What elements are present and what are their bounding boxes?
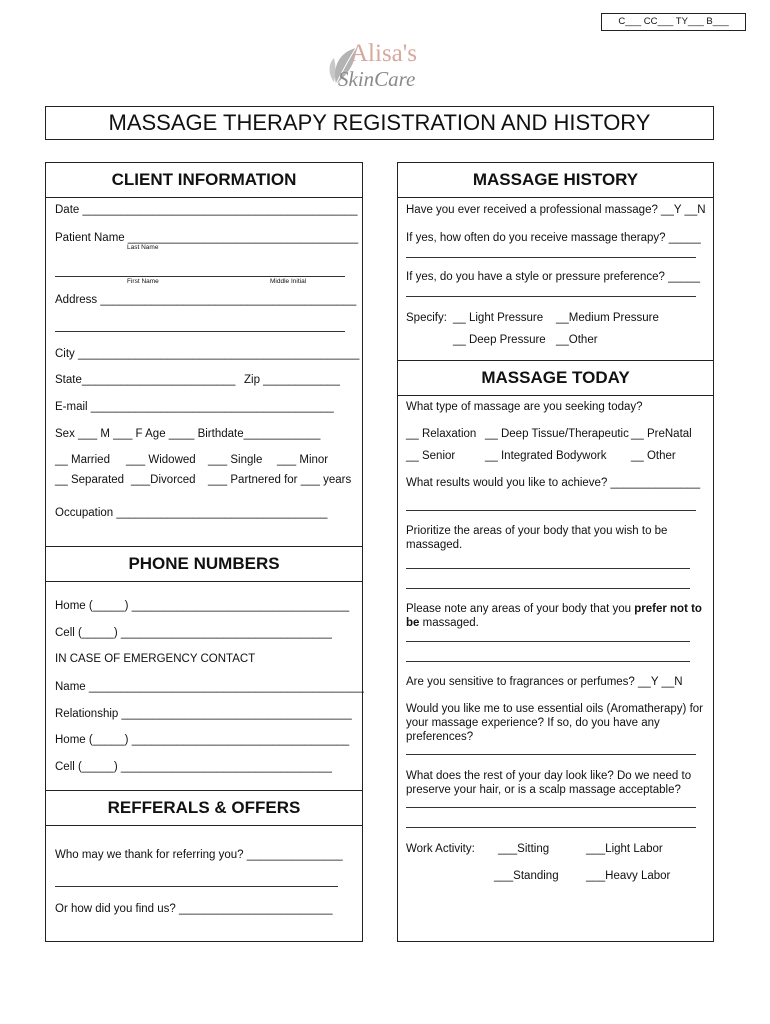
style-preference-line[interactable] xyxy=(406,296,696,297)
email-field[interactable]: E-mail ______________________________________ xyxy=(55,401,334,413)
standing-option[interactable]: ___Standing xyxy=(494,870,559,882)
q-prefer-not: Please note any areas of your body that you prefer not to be massaged. xyxy=(406,603,702,629)
prioritize-line-1[interactable] xyxy=(406,568,690,569)
q-received-massage[interactable]: Have you ever received a professional massage? __Y __N xyxy=(406,204,706,216)
state-field[interactable]: State________________________ xyxy=(55,374,236,386)
address-field[interactable]: Address ________________________________________ xyxy=(55,294,357,306)
prefer-not-line-1[interactable] xyxy=(406,641,690,642)
results-line[interactable] xyxy=(406,510,696,511)
q-rest-of-day: What does the rest of your day look like? Do we need to preserve your hair, or is a scalp massage acceptable? xyxy=(406,770,692,796)
q-massage-type: What type of massage are you seeking today? xyxy=(406,401,643,413)
senior-option[interactable]: __ Senior xyxy=(406,450,456,462)
referrals-heading: REFFERALS & OFFERS xyxy=(45,790,363,826)
home-phone-field[interactable]: Home (_____) __________________________________ xyxy=(55,600,350,612)
history-heading: MASSAGE HISTORY xyxy=(397,162,714,198)
q-essential-oils: Would you like me to use essential oils (Aromatherapy) for your massage experience? If so, do you have any preferences? xyxy=(406,703,704,743)
office-code-box: C___ CC___ TY___ B___ xyxy=(601,13,746,31)
work-activity-label: Work Activity: xyxy=(406,843,475,855)
q-results[interactable]: What results would you like to achieve? ______________ xyxy=(406,477,701,489)
deep-tissue-option[interactable]: __ Deep Tissue/Therapeutic xyxy=(485,428,629,440)
other-pressure-option[interactable]: __Other xyxy=(556,334,598,346)
emergency-cell-field[interactable]: Cell (_____) _________________________________ xyxy=(55,761,332,773)
light-pressure-option[interactable]: __ Light Pressure xyxy=(453,312,544,324)
first-name-label: First Name xyxy=(127,278,159,285)
logo-line2: SkinCare xyxy=(338,67,416,91)
sitting-option[interactable]: ___Sitting xyxy=(498,843,550,855)
divorced-option[interactable]: ___Divorced xyxy=(131,474,196,486)
separated-option[interactable]: __ Separated xyxy=(55,474,125,486)
cell-phone-field[interactable]: Cell (_____) _________________________________ xyxy=(55,627,332,639)
oils-line[interactable] xyxy=(406,754,696,755)
first-name-line[interactable] xyxy=(55,276,345,277)
partnered-option[interactable]: ___ Partnered for ___ years xyxy=(208,474,352,486)
last-name-label: Last Name xyxy=(127,244,159,251)
married-option[interactable]: __ Married xyxy=(55,454,110,466)
rest-of-day-line-1[interactable] xyxy=(406,807,696,808)
find-us-field[interactable]: Or how did you find us? ________________________ xyxy=(55,903,333,915)
q-fragrance[interactable]: Are you sensitive to fragrances or perfumes? __Y __N xyxy=(406,676,683,688)
occupation-field[interactable]: Occupation _________________________________ xyxy=(55,507,328,519)
heavy-labor-option[interactable]: ___Heavy Labor xyxy=(586,870,671,882)
light-labor-option[interactable]: ___Light Labor xyxy=(586,843,663,855)
emergency-name-field[interactable]: Name ___________________________________________ xyxy=(55,681,364,693)
date-field[interactable]: Date ___________________________________________ xyxy=(55,204,358,216)
emergency-contact-label: IN CASE OF EMERGENCY CONTACT xyxy=(55,653,256,665)
rest-of-day-line-2[interactable] xyxy=(406,827,696,828)
referral-line-2[interactable] xyxy=(55,886,338,887)
referral-thanks-field[interactable]: Who may we thank for referring you? _______________ xyxy=(55,849,343,861)
address-line-2[interactable] xyxy=(55,331,345,332)
phone-heading: PHONE NUMBERS xyxy=(45,546,363,582)
prenatal-option[interactable]: __ PreNatal xyxy=(631,428,692,440)
q-style-preference[interactable]: If yes, do you have a style or pressure preference? _____ xyxy=(406,271,701,283)
integrated-bodywork-option[interactable]: __ Integrated Bodywork xyxy=(485,450,607,462)
deep-pressure-option[interactable]: __ Deep Pressure xyxy=(453,334,546,346)
minor-option[interactable]: ___ Minor xyxy=(277,454,329,466)
city-field[interactable]: City ____________________________________________ xyxy=(55,348,360,360)
q-prioritize: Prioritize the areas of your body that you wish to be massaged. xyxy=(406,525,668,551)
zip-field[interactable]: Zip ____________ xyxy=(244,374,340,386)
specify-label: Specify: xyxy=(406,312,447,324)
prioritize-line-2[interactable] xyxy=(406,588,690,589)
emergency-relationship-field[interactable]: Relationship ____________________________________ xyxy=(55,708,352,720)
q-how-often[interactable]: If yes, how often do you receive massage therapy? _____ xyxy=(406,232,701,244)
single-option[interactable]: ___ Single xyxy=(208,454,263,466)
widowed-option[interactable]: ___ Widowed xyxy=(126,454,196,466)
sex-age-birthdate-row[interactable]: Sex ___ M ___ F Age ____ Birthdate____________ xyxy=(55,428,321,440)
logo-line1: Alisa's xyxy=(350,40,418,67)
relaxation-option[interactable]: __ Relaxation xyxy=(406,428,477,440)
logo xyxy=(326,40,451,92)
other-type-option[interactable]: __ Other xyxy=(631,450,676,462)
today-heading: MASSAGE TODAY xyxy=(397,360,714,396)
prefer-not-line-2[interactable] xyxy=(406,661,690,662)
middle-initial-label: Middle Initial xyxy=(270,278,307,285)
medium-pressure-option[interactable]: __Medium Pressure xyxy=(556,312,659,324)
emergency-home-field[interactable]: Home (_____) __________________________________ xyxy=(55,734,350,746)
how-often-line[interactable] xyxy=(406,257,696,258)
page-title: MASSAGE THERAPY REGISTRATION AND HISTORY xyxy=(108,110,651,135)
patient-name-field[interactable]: Patient Name ____________________________________ xyxy=(55,232,359,244)
client-heading: CLIENT INFORMATION xyxy=(45,162,363,198)
